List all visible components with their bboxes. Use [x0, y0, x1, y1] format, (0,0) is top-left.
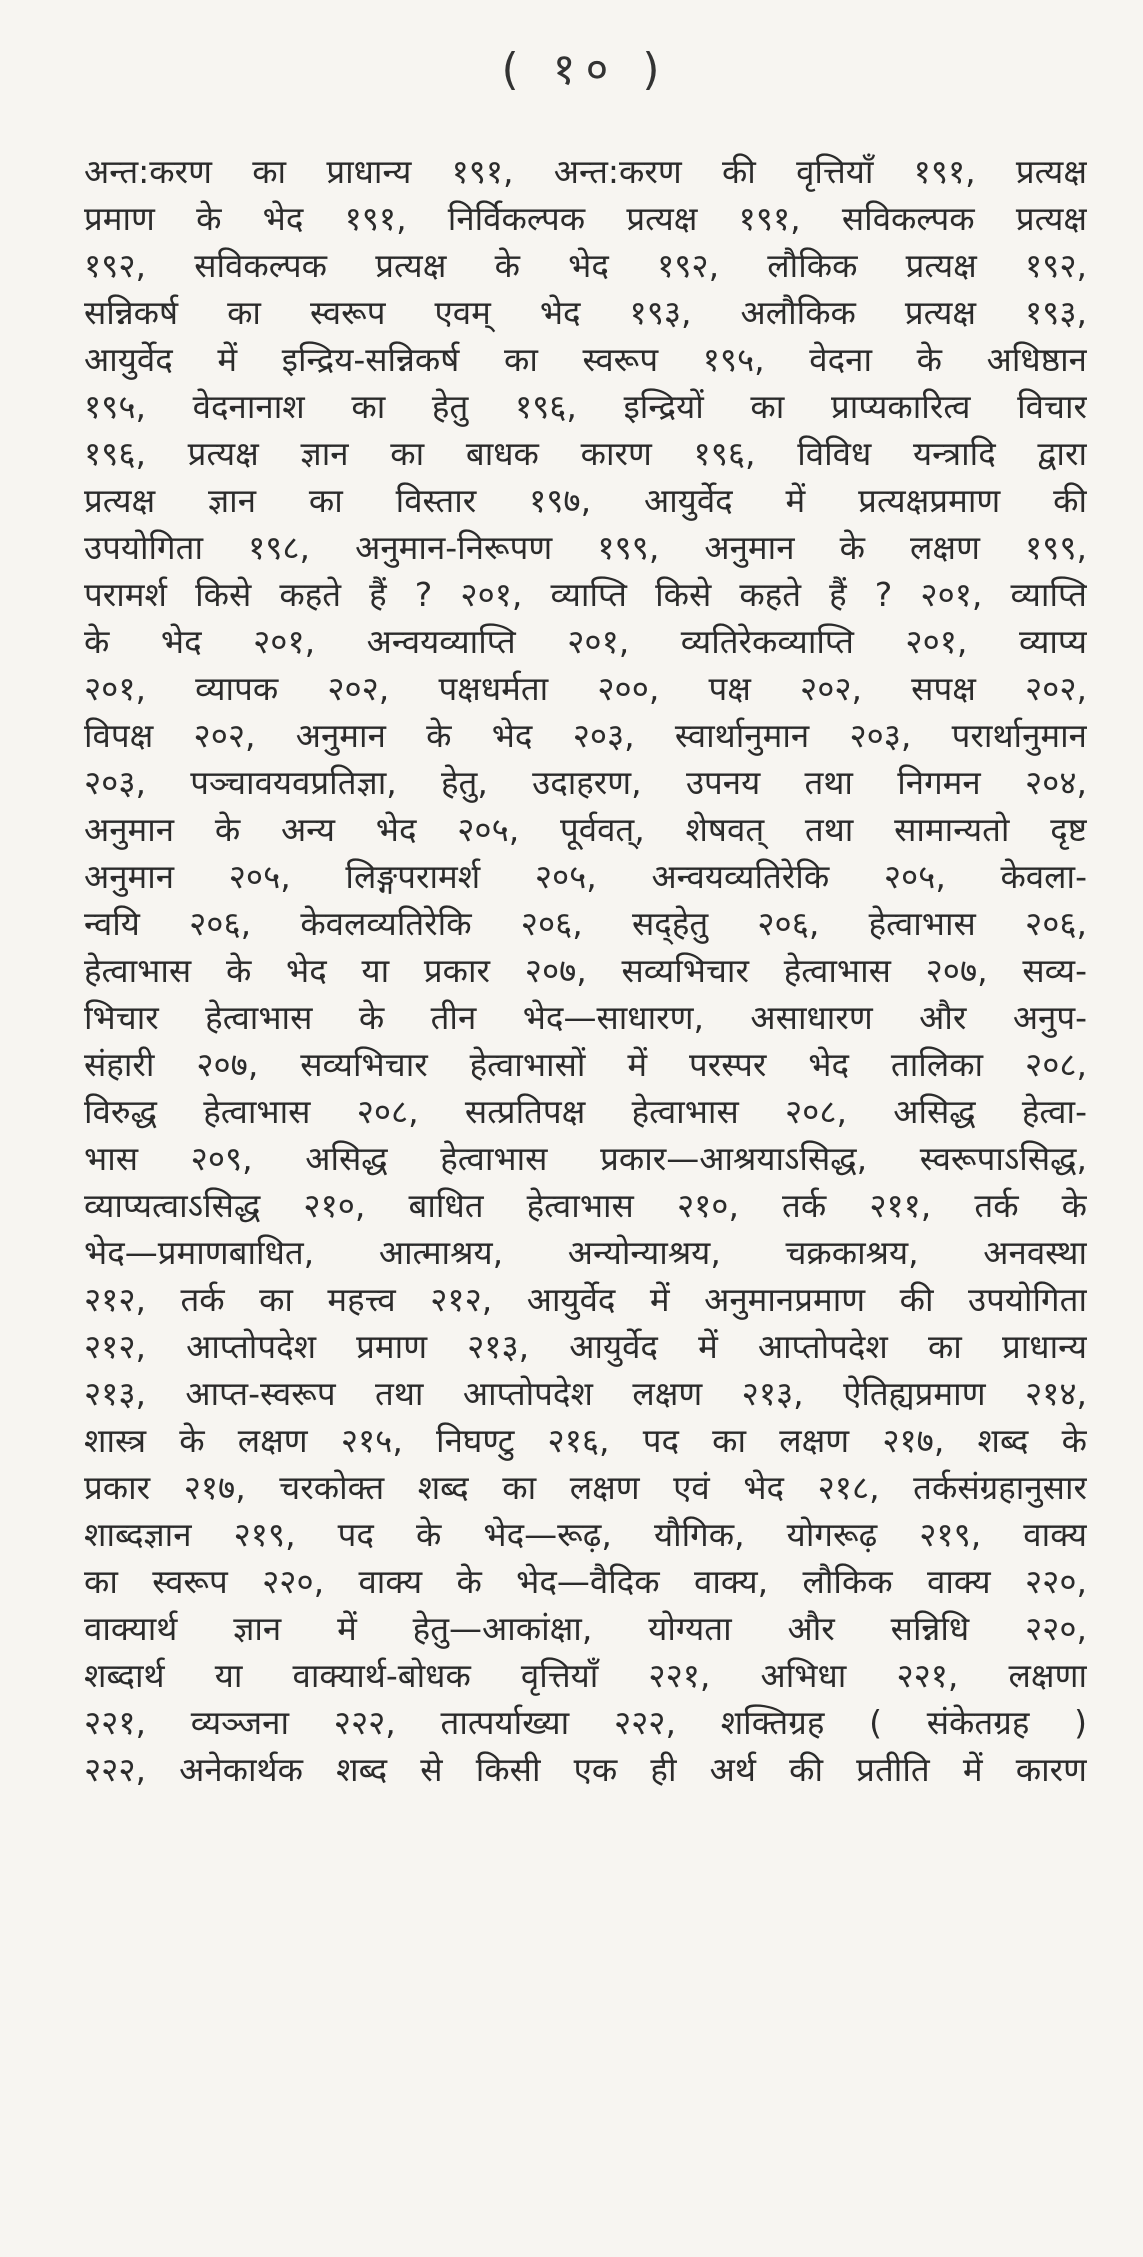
- text-line: २०१, व्यापक २०२, पक्षधर्मता २००, पक्ष २०२, सपक्ष २०२,: [84, 669, 1087, 708]
- text-line: आयुर्वेद में इन्द्रिय-सन्निकर्ष का स्वरूप १९५, वेदना के अधिष्ठान: [84, 340, 1087, 379]
- text-line: २१२, आप्तोपदेश प्रमाण २१३, आयुर्वेद में आप्तोपदेश का प्राधान्य: [84, 1327, 1087, 1366]
- text-line: २१२, तर्क का महत्त्व २१२, आयुर्वेद में अनुमानप्रमाण की उपयोगिता: [84, 1280, 1087, 1319]
- text-line: भास २०९, असिद्ध हेत्वाभास प्रकार—आश्रयाऽसिद्ध, स्वरूपाऽसिद्ध,: [84, 1139, 1087, 1178]
- text-line: १९५, वेदनानाश का हेतु १९६, इन्द्रियों का प्राप्यकारित्व विचार: [84, 387, 1087, 426]
- text-line: सन्निकर्ष का स्वरूप एवम् भेद १९३, अलौकिक प्रत्यक्ष १९३,: [84, 293, 1087, 332]
- text-line: का स्वरूप २२०, वाक्य के भेद—वैदिक वाक्य, लौकिक वाक्य २२०,: [84, 1562, 1087, 1601]
- text-line: के भेद २०१, अन्वयव्याप्ति २०१, व्यतिरेकव्याप्ति २०१, व्याप्य: [84, 622, 1087, 661]
- page-number: ( १० ): [501, 44, 670, 95]
- text-line: संहारी २०७, सव्यभिचार हेत्वाभासों में परस्पर भेद तालिका २०८,: [84, 1045, 1087, 1084]
- text-line: भेद—प्रमाणबाधित, आत्माश्रय, अन्योन्याश्रय, चक्रकाश्रय, अनवस्था: [84, 1233, 1087, 1272]
- text-line: २०३, पञ्चावयवप्रतिज्ञा, हेतु, उदाहरण, उपनय तथा निगमन २०४,: [84, 763, 1087, 802]
- text-line: शब्दार्थ या वाक्यार्थ-बोधक वृत्तियाँ २२१, अभिधा २२१, लक्षणा: [84, 1656, 1087, 1695]
- text-line: प्रकार २१७, चरकोक्त शब्द का लक्षण एवं भेद २१८, तर्कसंग्रहानुसार: [84, 1468, 1087, 1507]
- text-line: २१३, आप्त-स्वरूप तथा आप्तोपदेश लक्षण २१३, ऐतिह्यप्रमाण २१४,: [84, 1374, 1087, 1413]
- text-line: अनुमान २०५, लिङ्गपरामर्श २०५, अन्वयव्यतिरेकि २०५, केवला-: [84, 857, 1087, 896]
- text-line: १९६, प्रत्यक्ष ज्ञान का बाधक कारण १९६, विविध यन्त्रादि द्वारा: [84, 434, 1087, 473]
- text-line: १९२, सविकल्पक प्रत्यक्ष के भेद १९२, लौकिक प्रत्यक्ष १९२,: [84, 246, 1087, 285]
- text-line: प्रत्यक्ष ज्ञान का विस्तार १९७, आयुर्वेद में प्रत्यक्षप्रमाण की: [84, 481, 1087, 520]
- text-line: २२१, व्यञ्जना २२२, तात्पर्याख्या २२२, शक्तिग्रह ( संकेतग्रह ): [84, 1703, 1087, 1742]
- text-line: विरुद्ध हेत्वाभास २०८, सत्प्रतिपक्ष हेत्वाभास २०८, असिद्ध हेत्वा-: [84, 1092, 1087, 1131]
- text-line: अन्त:करण का प्राधान्य १९१, अन्त:करण की वृत्तियाँ १९१, प्रत्यक्ष: [84, 152, 1087, 191]
- text-line: उपयोगिता १९८, अनुमान-निरूपण १९९, अनुमान के लक्षण १९९,: [84, 528, 1087, 567]
- text-line: परामर्श किसे कहते हैं ? २०१, व्याप्ति किसे कहते हैं ? २०१, व्याप्ति: [84, 575, 1087, 614]
- text-line: २२२, अनेकार्थक शब्द से किसी एक ही अर्थ की प्रतीति में कारण: [84, 1750, 1087, 1789]
- text-line: व्याप्यत्वाऽसिद्ध २१०, बाधित हेत्वाभास २१०, तर्क २११, तर्क के: [84, 1186, 1087, 1225]
- text-line: प्रमाण के भेद १९१, निर्विकल्पक प्रत्यक्ष १९१, सविकल्पक प्रत्यक्ष: [84, 199, 1087, 238]
- text-line: शाब्दज्ञान २१९, पद के भेद—रूढ़, यौगिक, योगरूढ़ २१९, वाक्य: [84, 1515, 1087, 1554]
- text-line: न्वयि २०६, केवलव्यतिरेकि २०६, सद्हेतु २०६, हेत्वाभास २०६,: [84, 904, 1087, 943]
- text-line: हेत्वाभास के भेद या प्रकार २०७, सव्यभिचार हेत्वाभास २०७, सव्य-: [84, 951, 1087, 990]
- text-line: विपक्ष २०२, अनुमान के भेद २०३, स्वार्थानुमान २०३, परार्थानुमान: [84, 716, 1087, 755]
- text-line: अनुमान के अन्य भेद २०५, पूर्ववत्, शेषवत् तथा सामान्यतो दृष्ट: [84, 810, 1087, 849]
- contents-text-block: [84, 148, 1087, 1793]
- text-line: शास्त्र के लक्षण २१५, निघण्टु २१६, पद का लक्षण २१७, शब्द के: [84, 1421, 1087, 1460]
- text-line: वाक्यार्थ ज्ञान में हेतु—आकांक्षा, योग्यता और सन्निधि २२०,: [84, 1609, 1087, 1648]
- text-line: भिचार हेत्वाभास के तीन भेद—साधारण, असाधारण और अनुप-: [84, 998, 1087, 1037]
